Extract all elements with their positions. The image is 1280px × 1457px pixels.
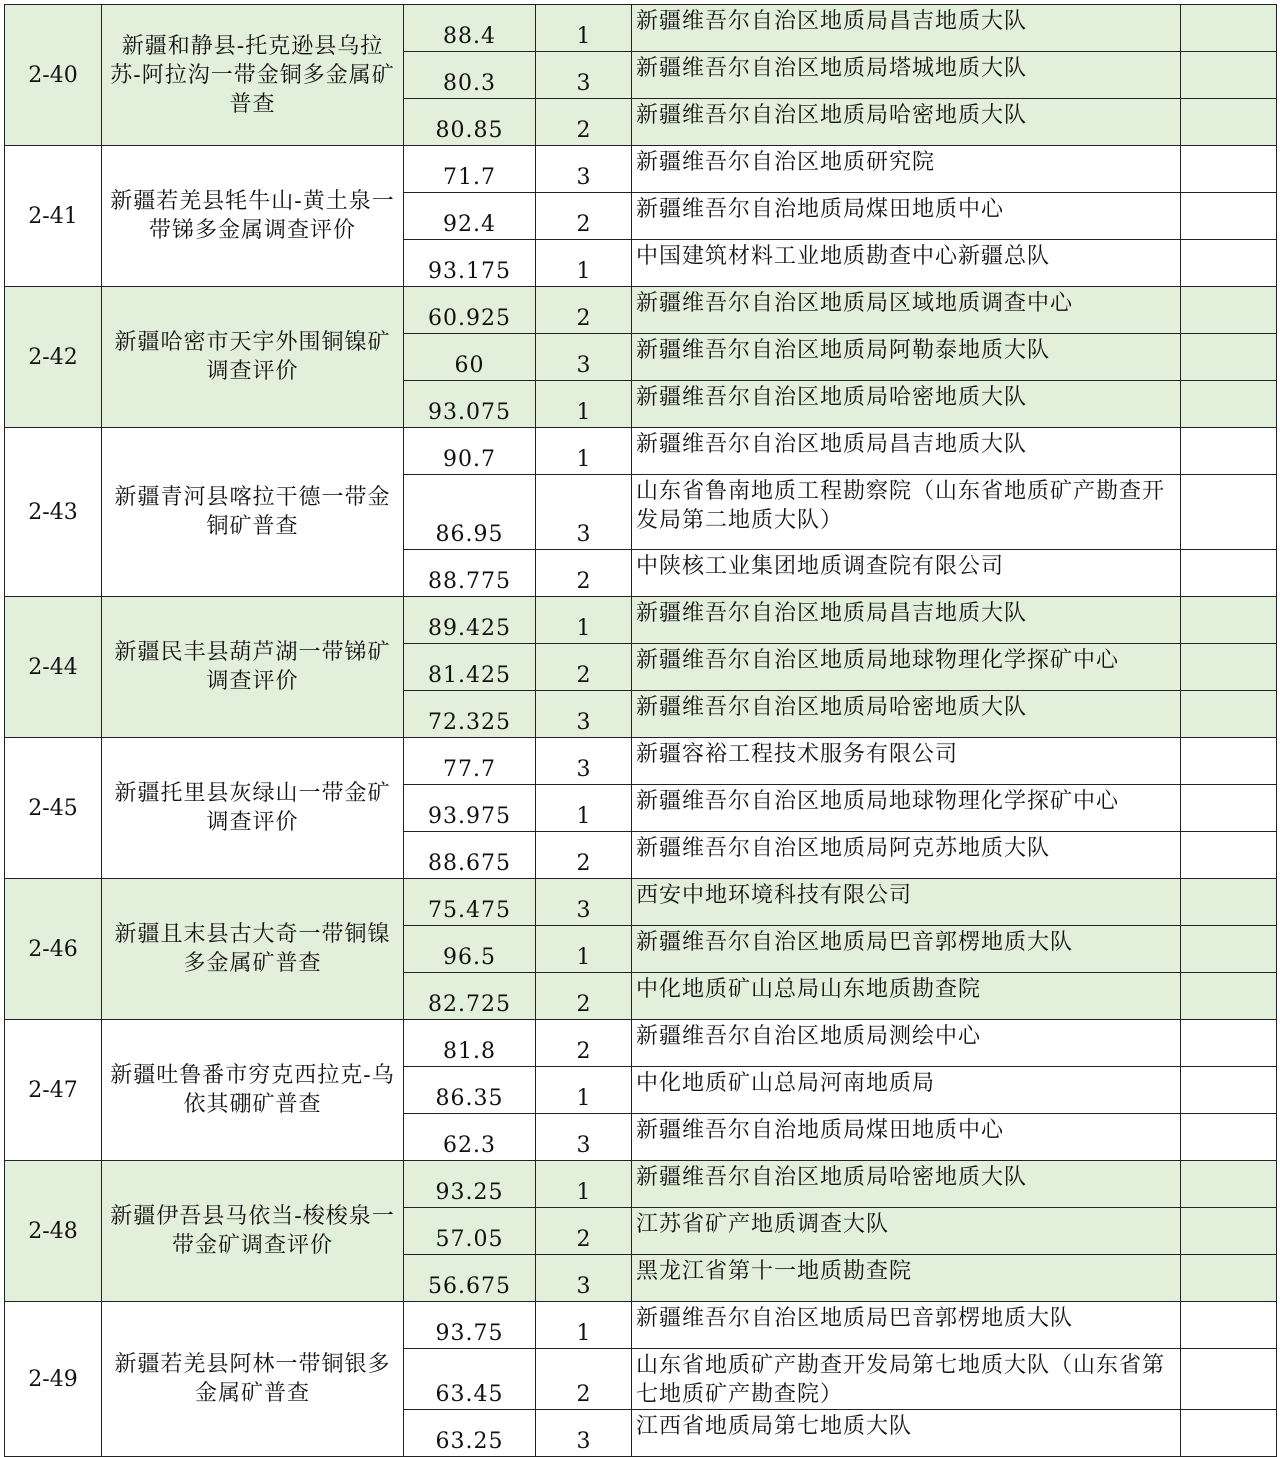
- project-name-cell: 新疆托里县灰绿山一带金矿调查评价: [102, 738, 404, 879]
- rank-cell: 1: [536, 785, 632, 832]
- project-name-cell: 新疆青河县喀拉干德一带金铜矿普查: [102, 428, 404, 597]
- score-cell: 86.95: [404, 475, 536, 550]
- rank-cell: 3: [536, 738, 632, 785]
- empty-cell: [1181, 691, 1277, 738]
- score-cell: 96.5: [404, 926, 536, 973]
- rank-cell: 3: [536, 1114, 632, 1161]
- unit-name-cell: 中化地质矿山总局河南地质局: [632, 1067, 1181, 1114]
- score-cell: 88.4: [404, 5, 536, 52]
- unit-name-cell: 新疆维吾尔自治区地质研究院: [632, 146, 1181, 193]
- unit-name-cell: 新疆维吾尔自治区地质局巴音郭楞地质大队: [632, 1302, 1181, 1349]
- score-cell: 93.175: [404, 240, 536, 287]
- project-code-cell: 2-45: [5, 738, 102, 879]
- rank-cell: 1: [536, 1302, 632, 1349]
- empty-cell: [1181, 240, 1277, 287]
- rank-cell: 3: [536, 475, 632, 550]
- unit-name-cell: 新疆维吾尔自治区地质局塔城地质大队: [632, 52, 1181, 99]
- unit-name-cell: 山东省鲁南地质工程勘察院（山东省地质矿产勘查开发局第二地质大队）: [632, 475, 1181, 550]
- empty-cell: [1181, 973, 1277, 1020]
- score-cell: 81.8: [404, 1020, 536, 1067]
- unit-name-cell: 新疆维吾尔自治区地质局区域地质调查中心: [632, 287, 1181, 334]
- project-name-cell: 新疆伊吾县马依当-梭梭泉一带金矿调查评价: [102, 1161, 404, 1302]
- rank-cell: 2: [536, 1020, 632, 1067]
- rank-cell: 2: [536, 644, 632, 691]
- score-cell: 90.7: [404, 428, 536, 475]
- unit-name-cell: 山东省地质矿产勘查开发局第七地质大队（山东省第七地质矿产勘查院）: [632, 1349, 1181, 1410]
- rank-cell: 2: [536, 287, 632, 334]
- empty-cell: [1181, 644, 1277, 691]
- results-table: [4, 4, 1277, 1457]
- unit-name-cell: 西安中地环境科技有限公司: [632, 879, 1181, 926]
- unit-name-cell: 新疆维吾尔自治区地质局昌吉地质大队: [632, 5, 1181, 52]
- unit-name-cell: 新疆维吾尔自治区地质局阿克苏地质大队: [632, 832, 1181, 879]
- rank-cell: 2: [536, 973, 632, 1020]
- empty-cell: [1181, 597, 1277, 644]
- table-row: [5, 146, 1277, 193]
- score-cell: 82.725: [404, 973, 536, 1020]
- table-row: [5, 597, 1277, 644]
- rank-cell: 1: [536, 1067, 632, 1114]
- score-cell: 71.7: [404, 146, 536, 193]
- empty-cell: [1181, 381, 1277, 428]
- score-cell: 60.925: [404, 287, 536, 334]
- empty-cell: [1181, 193, 1277, 240]
- unit-name-cell: 新疆维吾尔自治区地质局地球物理化学探矿中心: [632, 644, 1181, 691]
- empty-cell: [1181, 1302, 1277, 1349]
- rank-cell: 3: [536, 146, 632, 193]
- empty-cell: [1181, 287, 1277, 334]
- unit-name-cell: 黑龙江省第十一地质勘查院: [632, 1255, 1181, 1302]
- score-cell: 80.85: [404, 99, 536, 146]
- results-table-body: [5, 5, 1277, 1457]
- project-name-cell: 新疆若羌县阿林一带铜银多金属矿普查: [102, 1302, 404, 1457]
- table-row: [5, 428, 1277, 475]
- table-row: [5, 1020, 1277, 1067]
- unit-name-cell: 新疆维吾尔自治地质局煤田地质中心: [632, 193, 1181, 240]
- rank-cell: 3: [536, 52, 632, 99]
- rank-cell: 1: [536, 597, 632, 644]
- unit-name-cell: 新疆维吾尔自治区地质局哈密地质大队: [632, 691, 1181, 738]
- empty-cell: [1181, 832, 1277, 879]
- score-cell: 88.775: [404, 550, 536, 597]
- score-cell: 72.325: [404, 691, 536, 738]
- unit-name-cell: 新疆维吾尔自治区地质局哈密地质大队: [632, 381, 1181, 428]
- rank-cell: 2: [536, 1208, 632, 1255]
- rank-cell: 1: [536, 381, 632, 428]
- rank-cell: 1: [536, 428, 632, 475]
- score-cell: 93.075: [404, 381, 536, 428]
- project-code-cell: 2-40: [5, 5, 102, 146]
- score-cell: 63.45: [404, 1349, 536, 1410]
- unit-name-cell: 新疆维吾尔自治区地质局昌吉地质大队: [632, 428, 1181, 475]
- empty-cell: [1181, 1410, 1277, 1457]
- empty-cell: [1181, 738, 1277, 785]
- project-code-cell: 2-42: [5, 287, 102, 428]
- table-row: [5, 1302, 1277, 1349]
- unit-name-cell: 江西省地质局第七地质大队: [632, 1410, 1181, 1457]
- project-code-cell: 2-46: [5, 879, 102, 1020]
- project-name-cell: 新疆若羌县牦牛山-黄土泉一带锑多金属调查评价: [102, 146, 404, 287]
- table-row: [5, 287, 1277, 334]
- project-code-cell: 2-43: [5, 428, 102, 597]
- rank-cell: 2: [536, 99, 632, 146]
- project-name-cell: 新疆和静县-托克逊县乌拉苏-阿拉沟一带金铜多金属矿普查: [102, 5, 404, 146]
- unit-name-cell: 新疆维吾尔自治区地质局昌吉地质大队: [632, 597, 1181, 644]
- empty-cell: [1181, 52, 1277, 99]
- empty-cell: [1181, 334, 1277, 381]
- empty-cell: [1181, 1161, 1277, 1208]
- empty-cell: [1181, 1208, 1277, 1255]
- score-cell: 89.425: [404, 597, 536, 644]
- score-cell: 93.975: [404, 785, 536, 832]
- unit-name-cell: 新疆容裕工程技术服务有限公司: [632, 738, 1181, 785]
- empty-cell: [1181, 99, 1277, 146]
- empty-cell: [1181, 146, 1277, 193]
- empty-cell: [1181, 1349, 1277, 1410]
- project-name-cell: 新疆哈密市天宇外围铜镍矿调查评价: [102, 287, 404, 428]
- unit-name-cell: 新疆维吾尔自治区地质局阿勒泰地质大队: [632, 334, 1181, 381]
- table-row: [5, 1161, 1277, 1208]
- rank-cell: 3: [536, 334, 632, 381]
- unit-name-cell: 新疆维吾尔自治区地质局测绘中心: [632, 1020, 1181, 1067]
- score-cell: 92.4: [404, 193, 536, 240]
- unit-name-cell: 江苏省矿产地质调查大队: [632, 1208, 1181, 1255]
- unit-name-cell: 新疆维吾尔自治地质局煤田地质中心: [632, 1114, 1181, 1161]
- score-cell: 93.75: [404, 1302, 536, 1349]
- score-cell: 62.3: [404, 1114, 536, 1161]
- rank-cell: 1: [536, 240, 632, 287]
- score-cell: 77.7: [404, 738, 536, 785]
- unit-name-cell: 中国建筑材料工业地质勘查中心新疆总队: [632, 240, 1181, 287]
- score-cell: 56.675: [404, 1255, 536, 1302]
- table-row: [5, 738, 1277, 785]
- rank-cell: 3: [536, 879, 632, 926]
- project-code-cell: 2-41: [5, 146, 102, 287]
- rank-cell: 1: [536, 5, 632, 52]
- score-cell: 57.05: [404, 1208, 536, 1255]
- unit-name-cell: 中陕核工业集团地质调查院有限公司: [632, 550, 1181, 597]
- unit-name-cell: 中化地质矿山总局山东地质勘查院: [632, 973, 1181, 1020]
- project-code-cell: 2-44: [5, 597, 102, 738]
- empty-cell: [1181, 879, 1277, 926]
- unit-name-cell: 新疆维吾尔自治区地质局哈密地质大队: [632, 1161, 1181, 1208]
- empty-cell: [1181, 428, 1277, 475]
- unit-name-cell: 新疆维吾尔自治区地质局哈密地质大队: [632, 99, 1181, 146]
- score-cell: 60: [404, 334, 536, 381]
- score-cell: 86.35: [404, 1067, 536, 1114]
- rank-cell: 3: [536, 1255, 632, 1302]
- rank-cell: 3: [536, 691, 632, 738]
- empty-cell: [1181, 1067, 1277, 1114]
- score-cell: 75.475: [404, 879, 536, 926]
- empty-cell: [1181, 926, 1277, 973]
- project-name-cell: 新疆民丰县葫芦湖一带锑矿调查评价: [102, 597, 404, 738]
- rank-cell: 2: [536, 1349, 632, 1410]
- rank-cell: 2: [536, 193, 632, 240]
- project-name-cell: 新疆吐鲁番市穷克西拉克-乌依其硼矿普查: [102, 1020, 404, 1161]
- rank-cell: 2: [536, 550, 632, 597]
- unit-name-cell: 新疆维吾尔自治区地质局巴音郭楞地质大队: [632, 926, 1181, 973]
- table-row: [5, 5, 1277, 52]
- score-cell: 93.25: [404, 1161, 536, 1208]
- rank-cell: 1: [536, 926, 632, 973]
- empty-cell: [1181, 1255, 1277, 1302]
- score-cell: 63.25: [404, 1410, 536, 1457]
- empty-cell: [1181, 1020, 1277, 1067]
- project-code-cell: 2-48: [5, 1161, 102, 1302]
- score-cell: 80.3: [404, 52, 536, 99]
- rank-cell: 2: [536, 832, 632, 879]
- rank-cell: 1: [536, 1161, 632, 1208]
- project-code-cell: 2-49: [5, 1302, 102, 1457]
- unit-name-cell: 新疆维吾尔自治区地质局地球物理化学探矿中心: [632, 785, 1181, 832]
- empty-cell: [1181, 5, 1277, 52]
- score-cell: 88.675: [404, 832, 536, 879]
- score-cell: 81.425: [404, 644, 536, 691]
- table-row: [5, 879, 1277, 926]
- empty-cell: [1181, 550, 1277, 597]
- project-code-cell: 2-47: [5, 1020, 102, 1161]
- empty-cell: [1181, 475, 1277, 550]
- empty-cell: [1181, 785, 1277, 832]
- empty-cell: [1181, 1114, 1277, 1161]
- rank-cell: 3: [536, 1410, 632, 1457]
- project-name-cell: 新疆且末县古大奇一带铜镍多金属矿普查: [102, 879, 404, 1020]
